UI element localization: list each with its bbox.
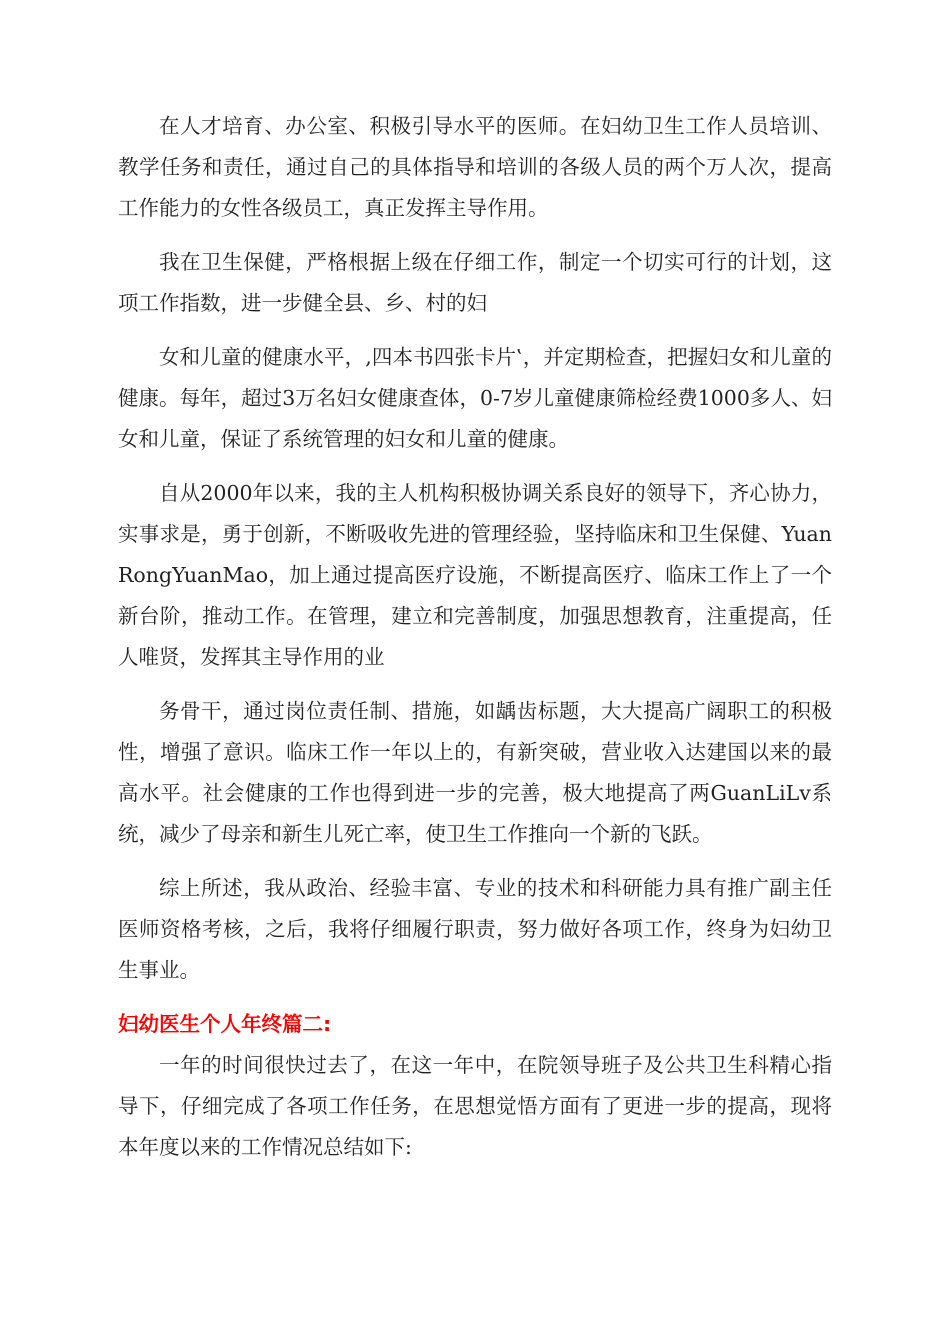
paragraph-2: 我在卫生保健，严格根据上级在仔细工作，制定一个切实可行的计划，这项工作指数，进一步健全县、乡、村的妇 [118,250,832,315]
paragraph-1: 在人才培育、办公室、积极引导水平的医师。在妇幼卫生工作人员培训、教学任务和责任，通过自己的具体指导和培训的各级人员的两个万人次，提高工作能力的女性各级员工，真正发挥主导作用。 [118,114,832,220]
paragraph-4: 自从2000年以来，我的主人机构积极协调关系良好的领导下，齐心协力，实事求是，勇于创新，不断吸收先进的管理经验，坚持临床和卫生保健、YuanRongYuanMao，加上通过提高医疗设施，不断提高医疗、临床工作上了一个新台阶，推动工作。在管理，建立和完善制度，加强思想教育，注重提高，任人唯贤，发挥其主导作用的业 [118,481,832,669]
paragraph-7: 一年的时间很快过去了，在这一年中，在院领导班子及公共卫生科精心指导下，仔细完成了各项工作任务，在思想觉悟方面有了更进一步的提高，现将本年度以来的工作情况总结如下: [118,1053,832,1159]
document-page [118,106,832,1181]
paragraph-6: 综上所述，我从政治、经验丰富、专业的技术和科研能力具有推广副主任医师资格考核，之后，我将仔细履行职责，努力做好各项工作，终身为妇幼卫生事业。 [118,876,832,982]
paragraph-5: 务骨干，通过岗位责任制、措施，如龋齿标题，大大提高广阔职工的积极性，增强了意识。临床工作一年以上的，有新突破，营业收入达建国以来的最高水平。社会健康的工作也得到进一步的完善，极大地提高了两GuanLiLv系统，减少了母亲和新生儿死亡率，使卫生工作推向一个新的飞跃。 [118,699,832,846]
section-heading: 妇幼医生个人年终篇二: [118,1012,332,1036]
paragraph-3: 女和儿童的健康水平，,四本书四张卡片‛，并定期检查，把握妇女和儿童的健康。每年，超过3万名妇女健康查体，0-7岁儿童健康筛检经费1000多人、妇女和儿童，保证了系统管理的妇女和儿童的健康。 [118,345,832,451]
